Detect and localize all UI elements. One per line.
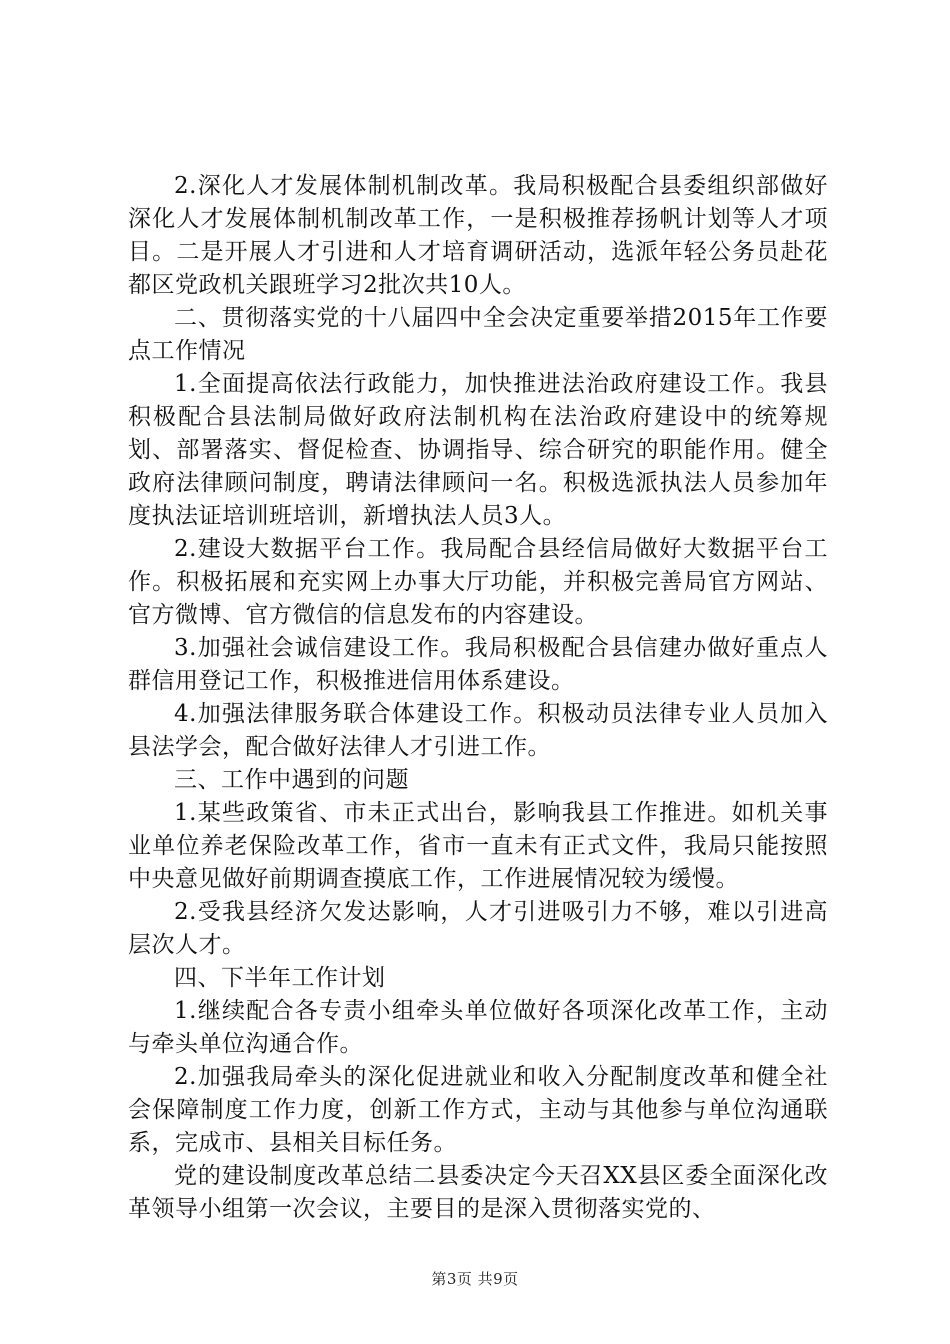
paragraph-plan-2: 2.加强我局牵头的深化促进就业和收入分配制度改革和健全社会保障制度工作力度，创新工作方式，主动与其他参与单位沟通联系，完成市、县相关目标任务。 [128,1064,828,1156]
paragraph-problem-1: 1.某些政策省、市未正式出台，影响我县工作推进。如机关事业单位养老保险改革工作，省市一直未有正式文件，我局只能按照中央意见做好前期调查摸底工作，工作进展情况较为缓慢。 [128,800,828,892]
paragraph-summary-2: 党的建设制度改革总结二县委决定今天召XX县区委全面深化改革领导小组第一次会议，主要目的是深入贯彻落实党的、 [128,1163,828,1222]
section-heading-3: 三、工作中遇到的问题 [174,767,409,793]
paragraph-rule-of-law: 1.全面提高依法行政能力，加快推进法治政府建设工作。我县积极配合县法制局做好政府法制机构在法治政府建设中的统筹规划、部署落实、督促检查、协调指导、综合研究的职能作用。健全政府法律顾问制度，聘请法律顾问一名。积极选派执法人员参加年度执法证培训班培训，新增执法人员3人。 [128,371,828,529]
section-heading-4: 四、下半年工作计划 [174,965,386,991]
paragraph-big-data: 2.建设大数据平台工作。我局配合县经信局做好大数据平台工作。积极拓展和充实网上办事大厅功能，并积极完善局官方网站、官方微博、官方微信的信息发布的内容建设。 [128,536,828,628]
page-footer: 第3页 共9页 [431,1270,519,1288]
paragraph-problem-2: 2.受我县经济欠发达影响，人才引进吸引力不够，难以引进高层次人才。 [128,899,828,958]
document-body [128,170,828,1226]
paragraph-credit: 3.加强社会诚信建设工作。我局积极配合县信建办做好重点人群信用登记工作，积极推进信用体系建设。 [128,635,828,694]
section-heading-2: 二、贯彻落实党的十八届四中全会决定重要举措2015年工作要点工作情况 [128,305,828,364]
paragraph-plan-1: 1.继续配合各专责小组牵头单位做好各项深化改革工作，主动与牵头单位沟通合作。 [128,998,828,1057]
paragraph-talent-reform: 2.深化人才发展体制机制改革。我局积极配合县委组织部做好深化人才发展体制机制改革工作，一是积极推荐扬帆计划等人才项目。二是开展人才引进和人才培育调研活动，选派年轻公务员赴花都区党政机关跟班学习2批次共10人。 [128,173,828,298]
paragraph-legal-services: 4.加强法律服务联合体建设工作。积极动员法律专业人员加入县法学会，配合做好法律人才引进工作。 [128,701,828,760]
